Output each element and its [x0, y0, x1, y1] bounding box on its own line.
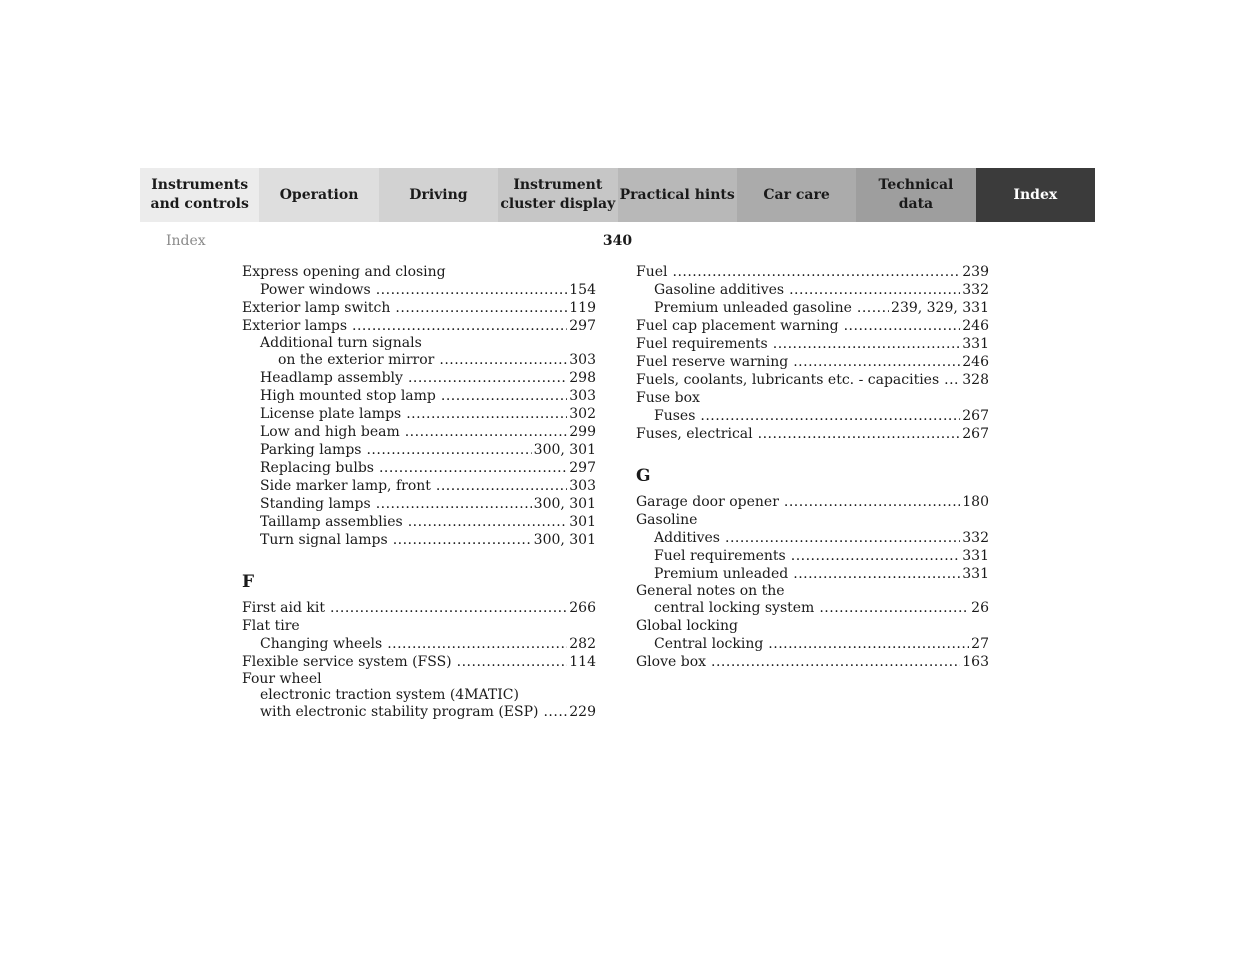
page-ref: 246: [962, 318, 989, 334]
index-entry: electronic traction system (4MATIC): [260, 687, 519, 703]
index-entry[interactable]: Taillamp assemblies ..... 301: [242, 513, 596, 531]
page-ref: 154: [569, 282, 596, 298]
tab-technical-data[interactable]: Technical data: [856, 168, 975, 222]
index-entry[interactable]: Power windows ..... 154: [242, 281, 596, 299]
index-entry[interactable]: Additives ..... 332: [636, 529, 989, 547]
page-ref: 282: [569, 636, 596, 652]
index-letter-heading: G: [636, 466, 651, 486]
page-ref: 331: [962, 566, 989, 582]
index-entry: Flat tire: [242, 618, 300, 634]
index-letter-heading: F: [242, 572, 255, 592]
tab-index[interactable]: Index: [976, 168, 1095, 222]
page-ref: 300, 301: [533, 496, 596, 512]
page-ref: 302: [569, 406, 596, 422]
index-entry[interactable]: First aid kit ..... 266: [242, 599, 596, 617]
page-ref: 297: [569, 318, 596, 334]
index-entry[interactable]: Fuel ..... 239: [636, 263, 989, 281]
page-ref: 239: [962, 264, 989, 280]
index-entry: Gasoline: [636, 512, 698, 528]
page-ref: 297: [569, 460, 596, 476]
page-ref: 114: [569, 654, 596, 670]
page-ref: 119: [569, 300, 596, 316]
tab-instruments-and-controls[interactable]: Instruments and controls: [140, 168, 259, 222]
tab-car-care[interactable]: Car care: [737, 168, 856, 222]
index-entry[interactable]: Fuel reserve warning ..... 246: [636, 353, 989, 371]
index-entry[interactable]: Fuses, electrical ..... 267: [636, 425, 989, 443]
page-ref: 328: [962, 372, 989, 388]
index-entry[interactable]: central locking system ..... 26: [636, 599, 989, 617]
page-ref: 303: [569, 478, 596, 494]
page-ref: 301: [569, 514, 596, 530]
index-entry[interactable]: Parking lamps ..... 300, 301: [242, 441, 596, 459]
index-entry: Global locking: [636, 618, 739, 634]
index-entry[interactable]: Garage door opener ..... 180: [636, 493, 989, 511]
tab-instrument-cluster-display[interactable]: Instrument cluster display: [498, 168, 617, 222]
tab-practical-hints[interactable]: Practical hints: [618, 168, 737, 222]
page-ref: 246: [962, 354, 989, 370]
page-ref: 303: [569, 352, 596, 368]
index-entry[interactable]: High mounted stop lamp ..... 303: [242, 387, 596, 405]
index-entry[interactable]: Central locking ..... 27: [636, 635, 989, 653]
index-entry[interactable]: Standing lamps ..... 300, 301: [242, 495, 596, 513]
section-tab-bar: [140, 168, 1095, 222]
index-entry[interactable]: with electronic stability program (ESP) ..... 229: [242, 703, 596, 721]
index-entry[interactable]: Premium unleaded gasoline ..... 239, 329, 331: [636, 299, 989, 317]
page-ref: 331: [962, 548, 989, 564]
index-entry[interactable]: License plate lamps ..... 302: [242, 405, 596, 423]
index-entry: Express opening and closing: [242, 264, 446, 280]
section-label: Index: [166, 233, 206, 249]
index-entry[interactable]: Fuels, coolants, lubricants etc. - capacities ..... 328: [636, 371, 989, 389]
page-ref: 331: [962, 336, 989, 352]
page-ref: 266: [569, 600, 596, 616]
index-entry: General notes on the: [636, 583, 785, 599]
index-entry[interactable]: Gasoline additives ..... 332: [636, 281, 989, 299]
index-entry[interactable]: Glove box ..... 163: [636, 653, 989, 671]
page-ref: 163: [962, 654, 989, 670]
page-ref: 267: [962, 408, 989, 424]
index-entry[interactable]: Flexible service system (FSS) ..... 114: [242, 653, 596, 671]
index-entry[interactable]: Fuel requirements ..... 331: [636, 547, 989, 565]
page-ref: 26: [971, 600, 989, 616]
page-ref: 229: [569, 704, 596, 720]
index-entry[interactable]: Turn signal lamps ..... 300, 301: [242, 531, 596, 549]
index-column-left: [242, 263, 596, 721]
page-ref: 298: [569, 370, 596, 386]
page-ref: 300, 301: [533, 442, 596, 458]
index-entry[interactable]: Replacing bulbs ..... 297: [242, 459, 596, 477]
page-ref: 300, 301: [533, 532, 596, 548]
page-ref: 299: [569, 424, 596, 440]
page-ref: 239, 329, 331: [891, 300, 989, 316]
index-entry[interactable]: Changing wheels ..... 282: [242, 635, 596, 653]
index-entry[interactable]: Low and high beam ..... 299: [242, 423, 596, 441]
index-entry: Additional turn signals: [260, 335, 422, 351]
page-ref: 303: [569, 388, 596, 404]
index-entry[interactable]: Fuel cap placement warning ..... 246: [636, 317, 989, 335]
index-entry[interactable]: Exterior lamp switch ..... 119: [242, 299, 596, 317]
page-ref: 267: [962, 426, 989, 442]
index-entry: Fuse box: [636, 390, 700, 406]
index-entry: Four wheel: [242, 671, 322, 687]
tab-driving[interactable]: Driving: [379, 168, 498, 222]
page-ref: 180: [962, 494, 989, 510]
index-entry[interactable]: Fuel requirements ..... 331: [636, 335, 989, 353]
page-ref: 332: [962, 282, 989, 298]
index-entry[interactable]: Fuses ..... 267: [636, 407, 989, 425]
index-column-right: [636, 263, 989, 671]
page-ref: 27: [971, 636, 989, 652]
index-entry[interactable]: Headlamp assembly ..... 298: [242, 369, 596, 387]
page-ref: 332: [962, 530, 989, 546]
index-entry[interactable]: Side marker lamp, front ..... 303: [242, 477, 596, 495]
index-entry[interactable]: Exterior lamps ..... 297: [242, 317, 596, 335]
index-entry[interactable]: Premium unleaded ..... 331: [636, 565, 989, 583]
tab-operation[interactable]: Operation: [259, 168, 378, 222]
page-number: 340: [602, 233, 633, 249]
index-entry[interactable]: on the exterior mirror ..... 303: [242, 351, 596, 369]
